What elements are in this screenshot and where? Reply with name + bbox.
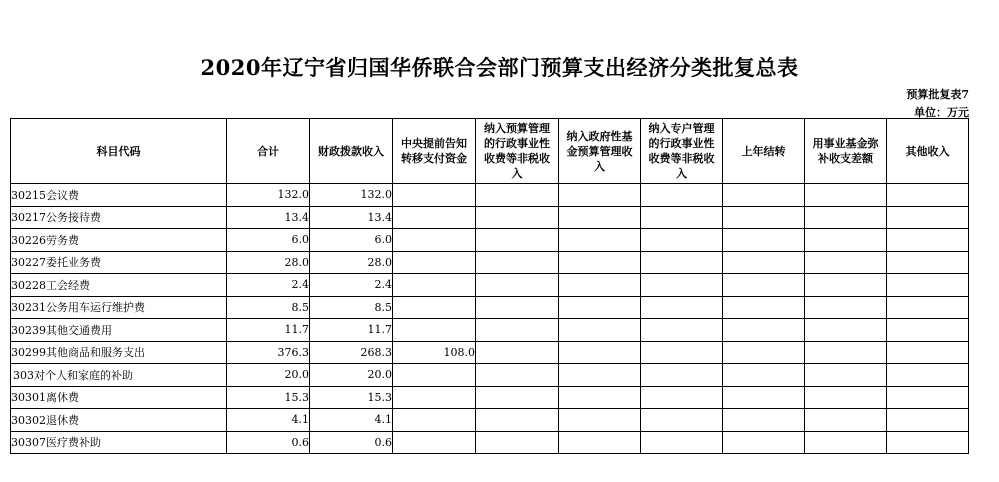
column-header: 纳入专户管理的行政事业性收费等非税收入 — [641, 119, 723, 184]
value-cell — [805, 274, 887, 297]
value-cell: 4.1 — [310, 409, 393, 432]
value-cell: 15.3 — [310, 386, 393, 409]
value-cell: 8.5 — [310, 296, 393, 319]
table-row — [11, 251, 969, 274]
value-cell: 108.0 — [393, 341, 476, 364]
value-cell — [641, 296, 723, 319]
value-cell — [641, 274, 723, 297]
row-code-cell: 30301离休费 — [11, 386, 227, 409]
row-code-cell: 30299其他商品和服务支出 — [11, 341, 227, 364]
value-cell — [887, 341, 969, 364]
value-cell — [887, 386, 969, 409]
value-cell — [476, 341, 559, 364]
value-cell — [887, 251, 969, 274]
table-row — [11, 364, 969, 387]
row-code-cell: 30307医疗费补助 — [11, 431, 227, 454]
value-cell: 2.4 — [227, 274, 310, 297]
row-code-cell: 30217公务接待费 — [11, 206, 227, 229]
value-cell — [723, 386, 805, 409]
value-cell — [393, 251, 476, 274]
value-cell — [476, 296, 559, 319]
table-row — [11, 319, 969, 342]
value-cell — [476, 251, 559, 274]
value-cell — [559, 229, 641, 252]
column-header: 用事业基金弥补收支差额 — [805, 119, 887, 184]
value-cell — [723, 364, 805, 387]
value-cell — [476, 184, 559, 207]
value-cell — [805, 251, 887, 274]
value-cell — [559, 296, 641, 319]
value-cell: 28.0 — [227, 251, 310, 274]
value-cell — [887, 206, 969, 229]
value-cell — [476, 409, 559, 432]
value-cell: 0.6 — [310, 431, 393, 454]
value-cell — [641, 251, 723, 274]
value-cell — [559, 206, 641, 229]
value-cell — [641, 206, 723, 229]
value-cell — [805, 364, 887, 387]
value-cell — [805, 296, 887, 319]
value-cell: 6.0 — [310, 229, 393, 252]
value-cell — [641, 319, 723, 342]
value-cell — [476, 386, 559, 409]
value-cell — [887, 409, 969, 432]
column-header: 其他收入 — [887, 119, 969, 184]
value-cell — [723, 341, 805, 364]
table-body — [11, 184, 969, 454]
value-cell — [887, 319, 969, 342]
value-cell — [476, 319, 559, 342]
value-cell — [559, 386, 641, 409]
value-cell — [805, 319, 887, 342]
value-cell: 268.3 — [310, 341, 393, 364]
value-cell — [559, 409, 641, 432]
value-cell — [393, 206, 476, 229]
row-code-cell: 30231公务用车运行维护费 — [11, 296, 227, 319]
value-cell — [641, 341, 723, 364]
value-cell — [641, 364, 723, 387]
value-cell — [393, 296, 476, 319]
value-cell: 20.0 — [310, 364, 393, 387]
table-row — [11, 341, 969, 364]
value-cell — [805, 341, 887, 364]
value-cell — [805, 206, 887, 229]
value-cell — [641, 229, 723, 252]
row-code-cell: 30302退休费 — [11, 409, 227, 432]
table-row — [11, 409, 969, 432]
value-cell — [723, 274, 805, 297]
value-cell — [887, 184, 969, 207]
value-cell — [641, 431, 723, 454]
value-cell — [805, 386, 887, 409]
value-cell — [559, 319, 641, 342]
value-cell — [476, 206, 559, 229]
value-cell — [476, 229, 559, 252]
column-header: 上年结转 — [723, 119, 805, 184]
row-code-cell: 30215会议费 — [11, 184, 227, 207]
form-number: 预算批复表7 — [906, 88, 969, 101]
value-cell — [393, 274, 476, 297]
column-header: 中央提前告知转移支付资金 — [393, 119, 476, 184]
value-cell — [559, 184, 641, 207]
value-cell — [559, 431, 641, 454]
unit-label: 单位：万元 — [914, 106, 969, 119]
value-cell — [393, 229, 476, 252]
value-cell — [723, 319, 805, 342]
value-cell: 11.7 — [310, 319, 393, 342]
value-cell — [723, 206, 805, 229]
value-cell — [805, 409, 887, 432]
table-row — [11, 431, 969, 454]
value-cell — [641, 409, 723, 432]
value-cell: 11.7 — [227, 319, 310, 342]
value-cell — [393, 364, 476, 387]
value-cell: 132.0 — [227, 184, 310, 207]
column-header: 纳入预算管理的行政事业性收费等非税收入 — [476, 119, 559, 184]
table-row — [11, 296, 969, 319]
value-cell — [887, 274, 969, 297]
value-cell — [887, 229, 969, 252]
row-code-cell: 30226劳务费 — [11, 229, 227, 252]
value-cell — [559, 251, 641, 274]
table-row — [11, 386, 969, 409]
value-cell: 6.0 — [227, 229, 310, 252]
value-cell — [393, 319, 476, 342]
table-header-row — [11, 119, 969, 184]
table-row — [11, 274, 969, 297]
value-cell: 0.6 — [227, 431, 310, 454]
value-cell: 2.4 — [310, 274, 393, 297]
value-cell — [723, 431, 805, 454]
value-cell — [887, 296, 969, 319]
value-cell: 8.5 — [227, 296, 310, 319]
table-row — [11, 184, 969, 207]
value-cell — [393, 184, 476, 207]
value-cell — [476, 364, 559, 387]
value-cell: 13.4 — [310, 206, 393, 229]
value-cell — [723, 229, 805, 252]
value-cell: 132.0 — [310, 184, 393, 207]
value-cell — [723, 296, 805, 319]
budget-table — [10, 118, 969, 454]
value-cell: 13.4 — [227, 206, 310, 229]
row-code-cell: 303对个人和家庭的补助 — [11, 364, 227, 387]
value-cell — [723, 409, 805, 432]
table-row — [11, 206, 969, 229]
value-cell — [393, 386, 476, 409]
value-cell — [559, 274, 641, 297]
value-cell — [887, 364, 969, 387]
value-cell — [805, 229, 887, 252]
value-cell: 20.0 — [227, 364, 310, 387]
row-code-cell: 30228工会经费 — [11, 274, 227, 297]
value-cell — [723, 184, 805, 207]
column-header: 纳入政府性基金预算管理收入 — [559, 119, 641, 184]
value-cell: 15.3 — [227, 386, 310, 409]
value-cell: 376.3 — [227, 341, 310, 364]
value-cell: 4.1 — [227, 409, 310, 432]
value-cell — [723, 251, 805, 274]
table-row — [11, 229, 969, 252]
value-cell — [393, 409, 476, 432]
value-cell — [805, 184, 887, 207]
column-header: 财政拨款收入 — [310, 119, 393, 184]
row-code-cell: 30227委托业务费 — [11, 251, 227, 274]
value-cell — [641, 386, 723, 409]
value-cell — [559, 341, 641, 364]
value-cell — [887, 431, 969, 454]
value-cell: 28.0 — [310, 251, 393, 274]
value-cell — [393, 431, 476, 454]
value-cell — [559, 364, 641, 387]
value-cell — [476, 431, 559, 454]
column-header: 科目代码 — [11, 119, 227, 184]
value-cell — [476, 274, 559, 297]
value-cell — [805, 431, 887, 454]
value-cell — [641, 184, 723, 207]
row-code-cell: 30239其他交通费用 — [11, 319, 227, 342]
page-title: 2020年辽宁省归国华侨联合会部门预算支出经济分类批复总表 — [200, 55, 799, 80]
column-header: 合计 — [227, 119, 310, 184]
